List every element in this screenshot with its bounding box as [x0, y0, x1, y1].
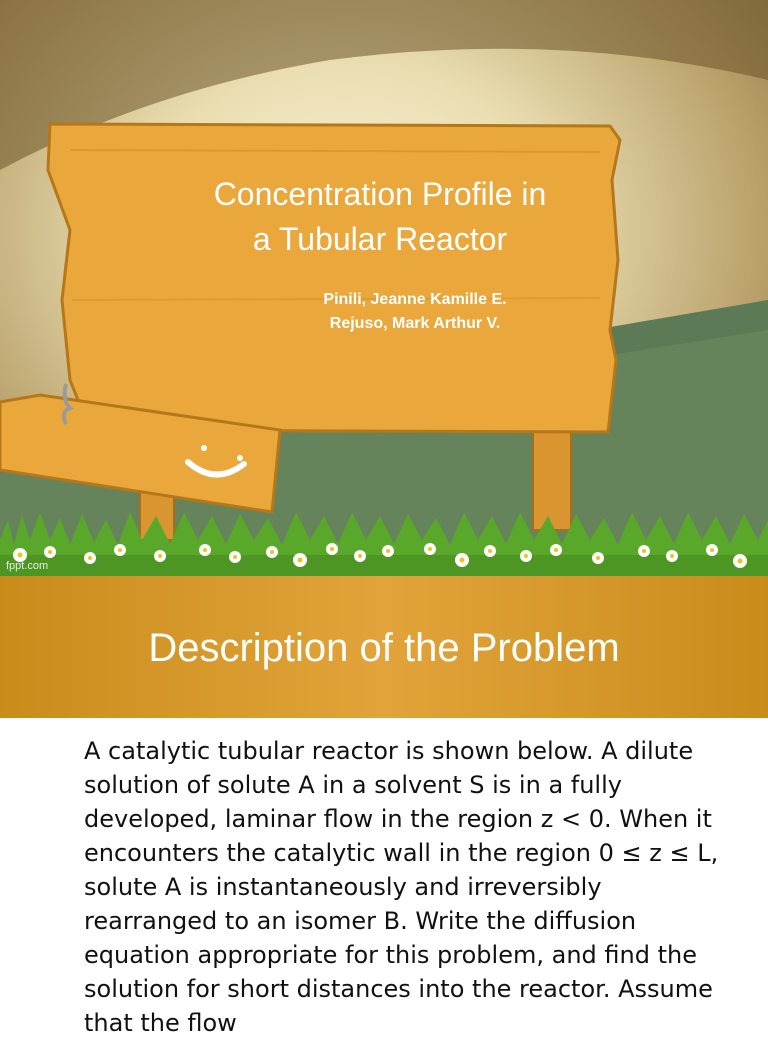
slide-title	[120, 172, 640, 262]
slide2-title: Description of the Problem	[148, 626, 620, 670]
title-line-2: a Tubular Reactor	[252, 221, 508, 257]
author-2: Rejuso, Mark Arthur V.	[329, 315, 501, 332]
author-list	[250, 288, 580, 336]
title-line-1: Concentration Profile in	[213, 176, 547, 212]
slide2-body-text: A catalytic tubular reactor is shown below. A dilute solution of solute A in a solvent S is in a fully developed, laminar flow in the region z < 0. When it encounters the catalytic wall in the region 0 ≤ z ≤ L, solute A is instantaneously and irreversibly rearranged to an isomer B. Write the diffusion equation appropriate for this problem, and find the solution for short distances into the reactor. Assume that the flow	[84, 737, 719, 1037]
watermark: fppt.com	[6, 560, 49, 572]
author-1: Pinili, Jeanne Kamille E.	[323, 291, 507, 308]
